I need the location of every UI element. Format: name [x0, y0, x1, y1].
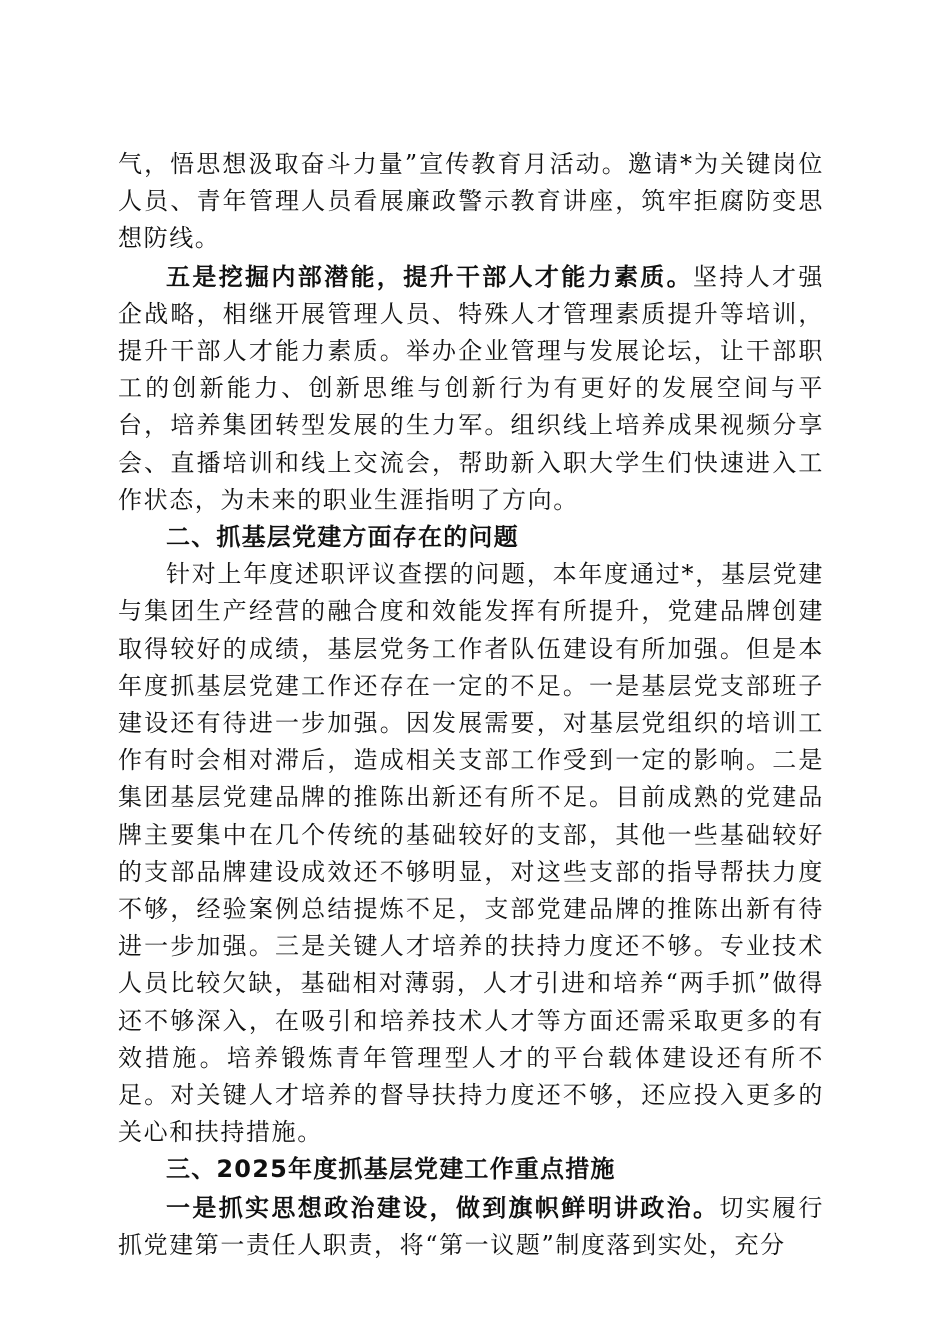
section-heading-2: 二、抓基层党建方面存在的问题 [166, 523, 519, 552]
paragraph-problems [118, 556, 824, 1151]
document-page [118, 146, 824, 1264]
paragraph-measure-5 [118, 258, 824, 519]
section-heading-3: 三、2025年度抓基层党建工作重点措施 [166, 1155, 616, 1184]
paragraph-lead: 五是挖掘内部潜能，提升干部人才能力素质。 [166, 261, 693, 291]
paragraph-lead: 一是抓实思想政治建设，做到旗帜鲜明讲政治。 [166, 1192, 720, 1222]
paragraph-measure-1 [118, 1189, 824, 1264]
paragraph-text: 切实履行抓党建第一责任人职责，将“第一议题”制度落到实处，充分 [118, 1193, 824, 1259]
paragraph-continuation [118, 146, 824, 258]
paragraph-text: 针对上年度述职评议查摆的问题，本年度通过*，基层党建与集团生产经营的融合度和效能发挥有所提升，党建品牌创建取得较好的成绩，基层党务工作者队伍建设有所加强。但是本年度抓基层党建工作还存在一定的不足。一是基层党支部班子建设还有待进一步加强。因发展需要，对基层党组织的培训工作有时会相对滞后，造成相关支部工作受到一定的影响。二是集团基层党建品牌的推陈出新还有所不足。目前成熟的党建品牌主要集中在几个传统的基础较好的支部，其他一些基础较好的支部品牌建设成效还不够明显，对这些支部的指导帮扶力度不够，经验案例总结提炼不足，支部党建品牌的推陈出新有待进一步加强。三是关键人才培养的扶持力度还不够。专业技术人员比较欠缺，基础相对薄弱，人才引进和培养“两手抓”做得还不够深入，在吸引和培养技术人才等方面还需采取更多的有效措施。培养锻炼青年管理型人才的平台载体建设还有所不足。对关键人才培养的督导扶持力度还不够，还应投入更多的关心和扶持措施。 [118, 560, 824, 1147]
paragraph-text: 坚持人才强企战略，相继开展管理人员、特殊人才管理素质提升等培训，提升干部人才能力素质。举办企业管理与发展论坛，让干部职工的创新能力、创新思维与创新行为有更好的发展空间与平台，培养集团转型发展的生力军。组织线上培养成果视频分享会、直播培训和线上交流会，帮助新入职大学生们快速进入工作状态，为未来的职业生涯指明了方向。 [118, 262, 824, 514]
paragraph-text: 气，悟思想汲取奋斗力量”宣传教育月活动。邀请*为关键岗位人员、青年管理人员看展廉政警示教育讲座，筑牢拒腐防变思想防线。 [118, 150, 824, 253]
